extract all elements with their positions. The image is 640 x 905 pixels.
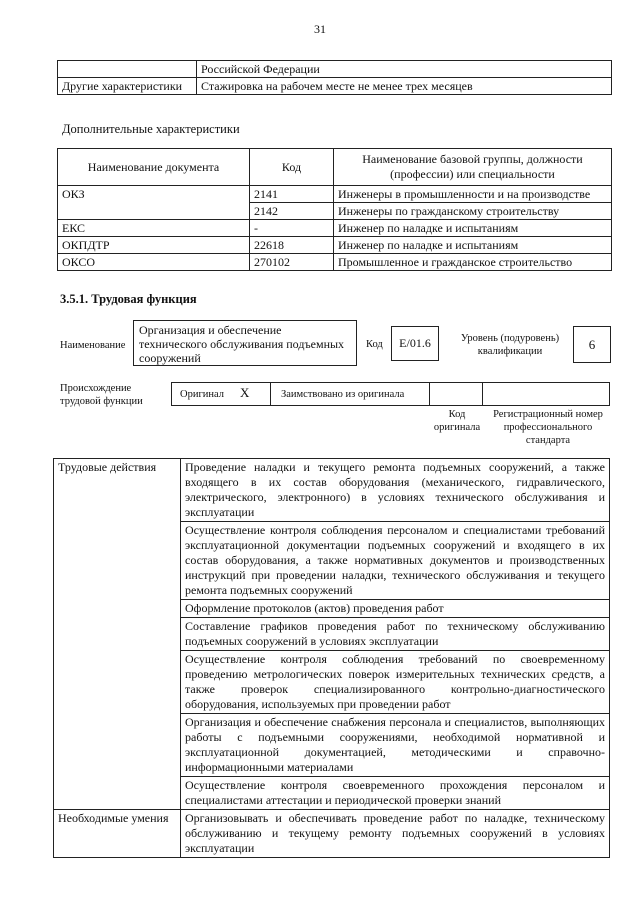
function-name-value: Организация и обеспечение технического обслуживания подъемных сооружений [139, 323, 345, 365]
column-header: Код [250, 149, 334, 186]
registration-caption: Регистрационный номер профессионального стандарта [493, 409, 603, 446]
other-characteristics-value: Стажировка на рабочем месте не менее трех месяцев [197, 78, 612, 95]
level-label: Уровень (подуровень) квалификации [460, 333, 560, 357]
labor-function-table [53, 458, 610, 858]
page-number: 31 [314, 22, 326, 36]
function-code-box [391, 326, 439, 361]
name-cell: Инженеры в промышленности и на производстве [334, 186, 612, 203]
name-cell: Инженеры по гражданскому строительству [334, 203, 612, 220]
qualification-requirements-table [57, 60, 612, 95]
borrowed-box [270, 382, 430, 406]
table-row [58, 220, 612, 237]
table-row [58, 186, 612, 203]
labor-action: Осуществление контроля соблюдения персоналом и специалистами требований эксплуатационной документации подъемных сооружений и входящего в их состав оборудования, а также нормативных документов и производственных инструкций при проведении наладки, технического обслуживания и текущего ремонта подъемных сооружений [181, 522, 610, 600]
table-cell: Российской Федерации [197, 61, 612, 78]
original-label: Оригинал [180, 389, 224, 400]
labor-action: Оформление протоколов (актов) проведения работ [181, 600, 610, 618]
original-mark: X [240, 385, 250, 400]
table-row [58, 237, 612, 254]
doc-cell: ОКПДТР [58, 237, 250, 254]
name-label: Наименование [60, 340, 126, 351]
code-label: Код [366, 339, 383, 350]
labor-action: Составление графиков проведения работ по техническому обслуживанию подъемных сооружений в условиях эксплуатации [181, 618, 610, 651]
function-name-box [133, 320, 357, 366]
labor-action: Проведение наладки и текущего ремонта подъемных сооружений, а также входящего в их состав оборудования (механического, гидравлического, электрического, электронного) в условиях технического обслуживания и эксплуатации [181, 459, 610, 522]
required-skill: Организовывать и обеспечивать проведение работ по наладке, техническому обслуживанию и текущему ремонту подъемных сооружений в условиях эксплуатации [181, 810, 610, 858]
table-cell [58, 61, 197, 78]
labor-actions-label: Трудовые действия [54, 459, 181, 810]
additional-characteristics-table [57, 148, 612, 271]
labor-action: Осуществление контроля соблюдения требований по своевременному проведению метрологических поверок измерительных технических средств, а также проверок специализированного контрольно-диагностического оборудования, используемых при проведении работ [181, 651, 610, 714]
code-caption: Код оригинала [433, 409, 481, 433]
labor-action: Организация и обеспечение снабжения персонала и специалистов, выполняющих работы с подъемными сооружениями, необходимой нормативной и эксплуатационной документацией, методическими и справочно-информационными материалами [181, 714, 610, 777]
registration-number-box [482, 382, 610, 406]
borrowed-label: Заимствовано из оригинала [281, 389, 405, 400]
table-row [54, 810, 610, 858]
doc-cell: ОКСО [58, 254, 250, 271]
doc-cell: ЕКС [58, 220, 250, 237]
doc-cell: ОКЗ [58, 186, 250, 220]
additional-characteristics-heading: Дополнительные характеристики [62, 122, 240, 136]
function-code-value: E/01.6 [399, 336, 431, 350]
name-cell: Инженер по наладке и испытаниям [334, 237, 612, 254]
level-value: 6 [588, 337, 596, 352]
original-box [171, 382, 271, 406]
required-skills-label: Необходимые умения [54, 810, 181, 858]
code-cell: - [250, 220, 334, 237]
column-header: Наименование документа [58, 149, 250, 186]
other-characteristics-label: Другие характеристики [58, 78, 197, 95]
column-header: Наименование базовой группы, должности (профессии) или специальности [334, 149, 612, 186]
level-value-box [573, 326, 611, 363]
name-cell: Инженер по наладке и испытаниям [334, 220, 612, 237]
origin-label: Происхождение трудовой функции [60, 383, 143, 407]
code-cell: 270102 [250, 254, 334, 271]
table-row [58, 254, 612, 271]
section-title: 3.5.1. Трудовая функция [60, 292, 197, 306]
code-cell: 2142 [250, 203, 334, 220]
original-code-box [429, 382, 483, 406]
name-cell: Промышленное и гражданское строительство [334, 254, 612, 271]
code-cell: 2141 [250, 186, 334, 203]
table-row [54, 459, 610, 522]
code-cell: 22618 [250, 237, 334, 254]
labor-action: Осуществление контроля своевременного прохождения персоналом и специалистами аттестации и периодической проверки знаний [181, 777, 610, 810]
